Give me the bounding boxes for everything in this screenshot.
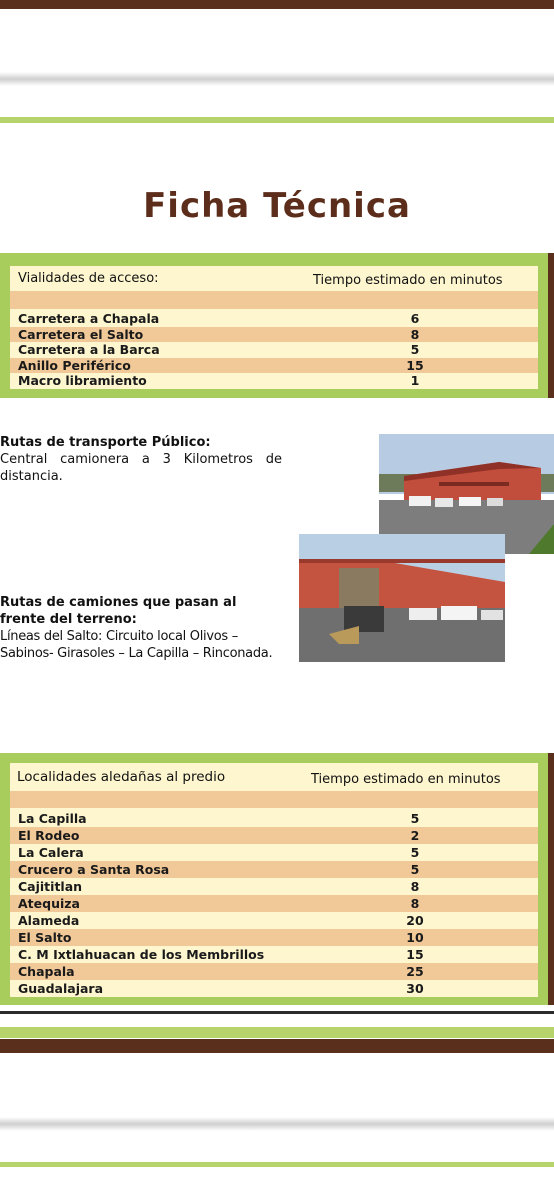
- row-name: El Salto: [18, 930, 72, 945]
- bus-routes-block: [0, 594, 282, 662]
- table-row: [10, 827, 538, 844]
- row-name: Anillo Periférico: [18, 357, 131, 373]
- row-value: 5: [410, 342, 420, 358]
- table-row: [10, 878, 538, 895]
- row-name: Macro libramiento: [18, 373, 147, 389]
- row-value: 15: [406, 357, 424, 373]
- table-row: [10, 327, 538, 343]
- table-row: [10, 861, 538, 878]
- table-row: [10, 946, 538, 963]
- access-header-right: Tiempo estimado en minutos: [313, 273, 503, 288]
- localities-spacer-row: [10, 791, 538, 808]
- table-row: [10, 311, 538, 327]
- row-name: Cajititlan: [18, 879, 83, 894]
- table-row: [10, 980, 538, 997]
- row-value: 10: [406, 930, 424, 945]
- row-value: 6: [410, 311, 420, 326]
- transport-body: Central camionera a 3 Kilometros de distancia.: [0, 452, 282, 484]
- top-grey-band: [0, 72, 554, 86]
- transport-block: [0, 434, 282, 485]
- table-row: [10, 844, 538, 861]
- page-title: Ficha Técnica: [143, 186, 411, 226]
- bottom-brown-band: [0, 1039, 554, 1053]
- row-value: 5: [410, 862, 420, 877]
- localities-table: [0, 753, 554, 1005]
- table-row: [10, 810, 538, 827]
- row-value: 5: [410, 845, 420, 860]
- bus-routes-heading: Rutas de camiones que pasan al frente del terreno:: [0, 595, 237, 627]
- bottom-grey-band: [0, 1117, 554, 1131]
- building-photo-2: [299, 534, 505, 662]
- table-row: [10, 373, 538, 389]
- table-row: [10, 963, 538, 980]
- row-value: 8: [410, 896, 420, 911]
- bottom-dark-line: [0, 1011, 554, 1014]
- row-value: 5: [410, 811, 420, 826]
- access-table-body: [10, 266, 538, 389]
- access-header-left: Vialidades de acceso:: [18, 271, 159, 286]
- row-value: 1: [410, 373, 420, 389]
- row-name: Carretera a Chapala: [18, 311, 160, 326]
- table-edge: [548, 253, 554, 398]
- row-value: 2: [410, 828, 420, 843]
- row-value: 25: [406, 964, 424, 979]
- top-green-band: [0, 117, 554, 123]
- table-row: [10, 358, 538, 374]
- row-name: Chapala: [18, 964, 75, 979]
- row-name: El Rodeo: [18, 828, 80, 843]
- row-name: C. M Ixtlahuacan de los Membrillos: [18, 947, 265, 962]
- access-table: [0, 253, 554, 398]
- row-name: Carretera el Salto: [18, 326, 144, 342]
- row-name: Alameda: [18, 913, 80, 928]
- table-edge: [548, 753, 554, 1005]
- table-row: [10, 912, 538, 929]
- row-name: La Capilla: [18, 811, 87, 826]
- table-row: [10, 342, 538, 358]
- row-name: La Calera: [18, 845, 84, 860]
- row-name: Crucero a Santa Rosa: [18, 862, 170, 877]
- row-name: Atequiza: [18, 896, 80, 911]
- top-brown-band: [0, 0, 554, 9]
- localities-table-body: [10, 763, 538, 997]
- row-name: Guadalajara: [18, 981, 104, 996]
- row-name: Carretera a la Barca: [18, 342, 160, 358]
- bus-routes-body: Líneas del Salto: Circuito local Olivos – Sabinos- Girasoles – La Capilla – Rinconada.: [0, 629, 273, 661]
- localities-header-right: Tiempo estimado en minutos: [311, 772, 501, 787]
- bottom-thin-green-band: [0, 1162, 554, 1167]
- localities-header-left: Localidades aledañas al predio: [17, 769, 226, 785]
- row-value: 30: [406, 981, 424, 996]
- row-value: 8: [410, 326, 420, 342]
- access-spacer-row: [10, 291, 538, 309]
- row-value: 15: [406, 947, 424, 962]
- table-row: [10, 929, 538, 946]
- table-row: [10, 895, 538, 912]
- row-value: 20: [406, 913, 424, 928]
- row-value: 8: [410, 879, 420, 894]
- transport-heading: Rutas de transporte Público:: [0, 435, 211, 450]
- bottom-green-band: [0, 1027, 554, 1038]
